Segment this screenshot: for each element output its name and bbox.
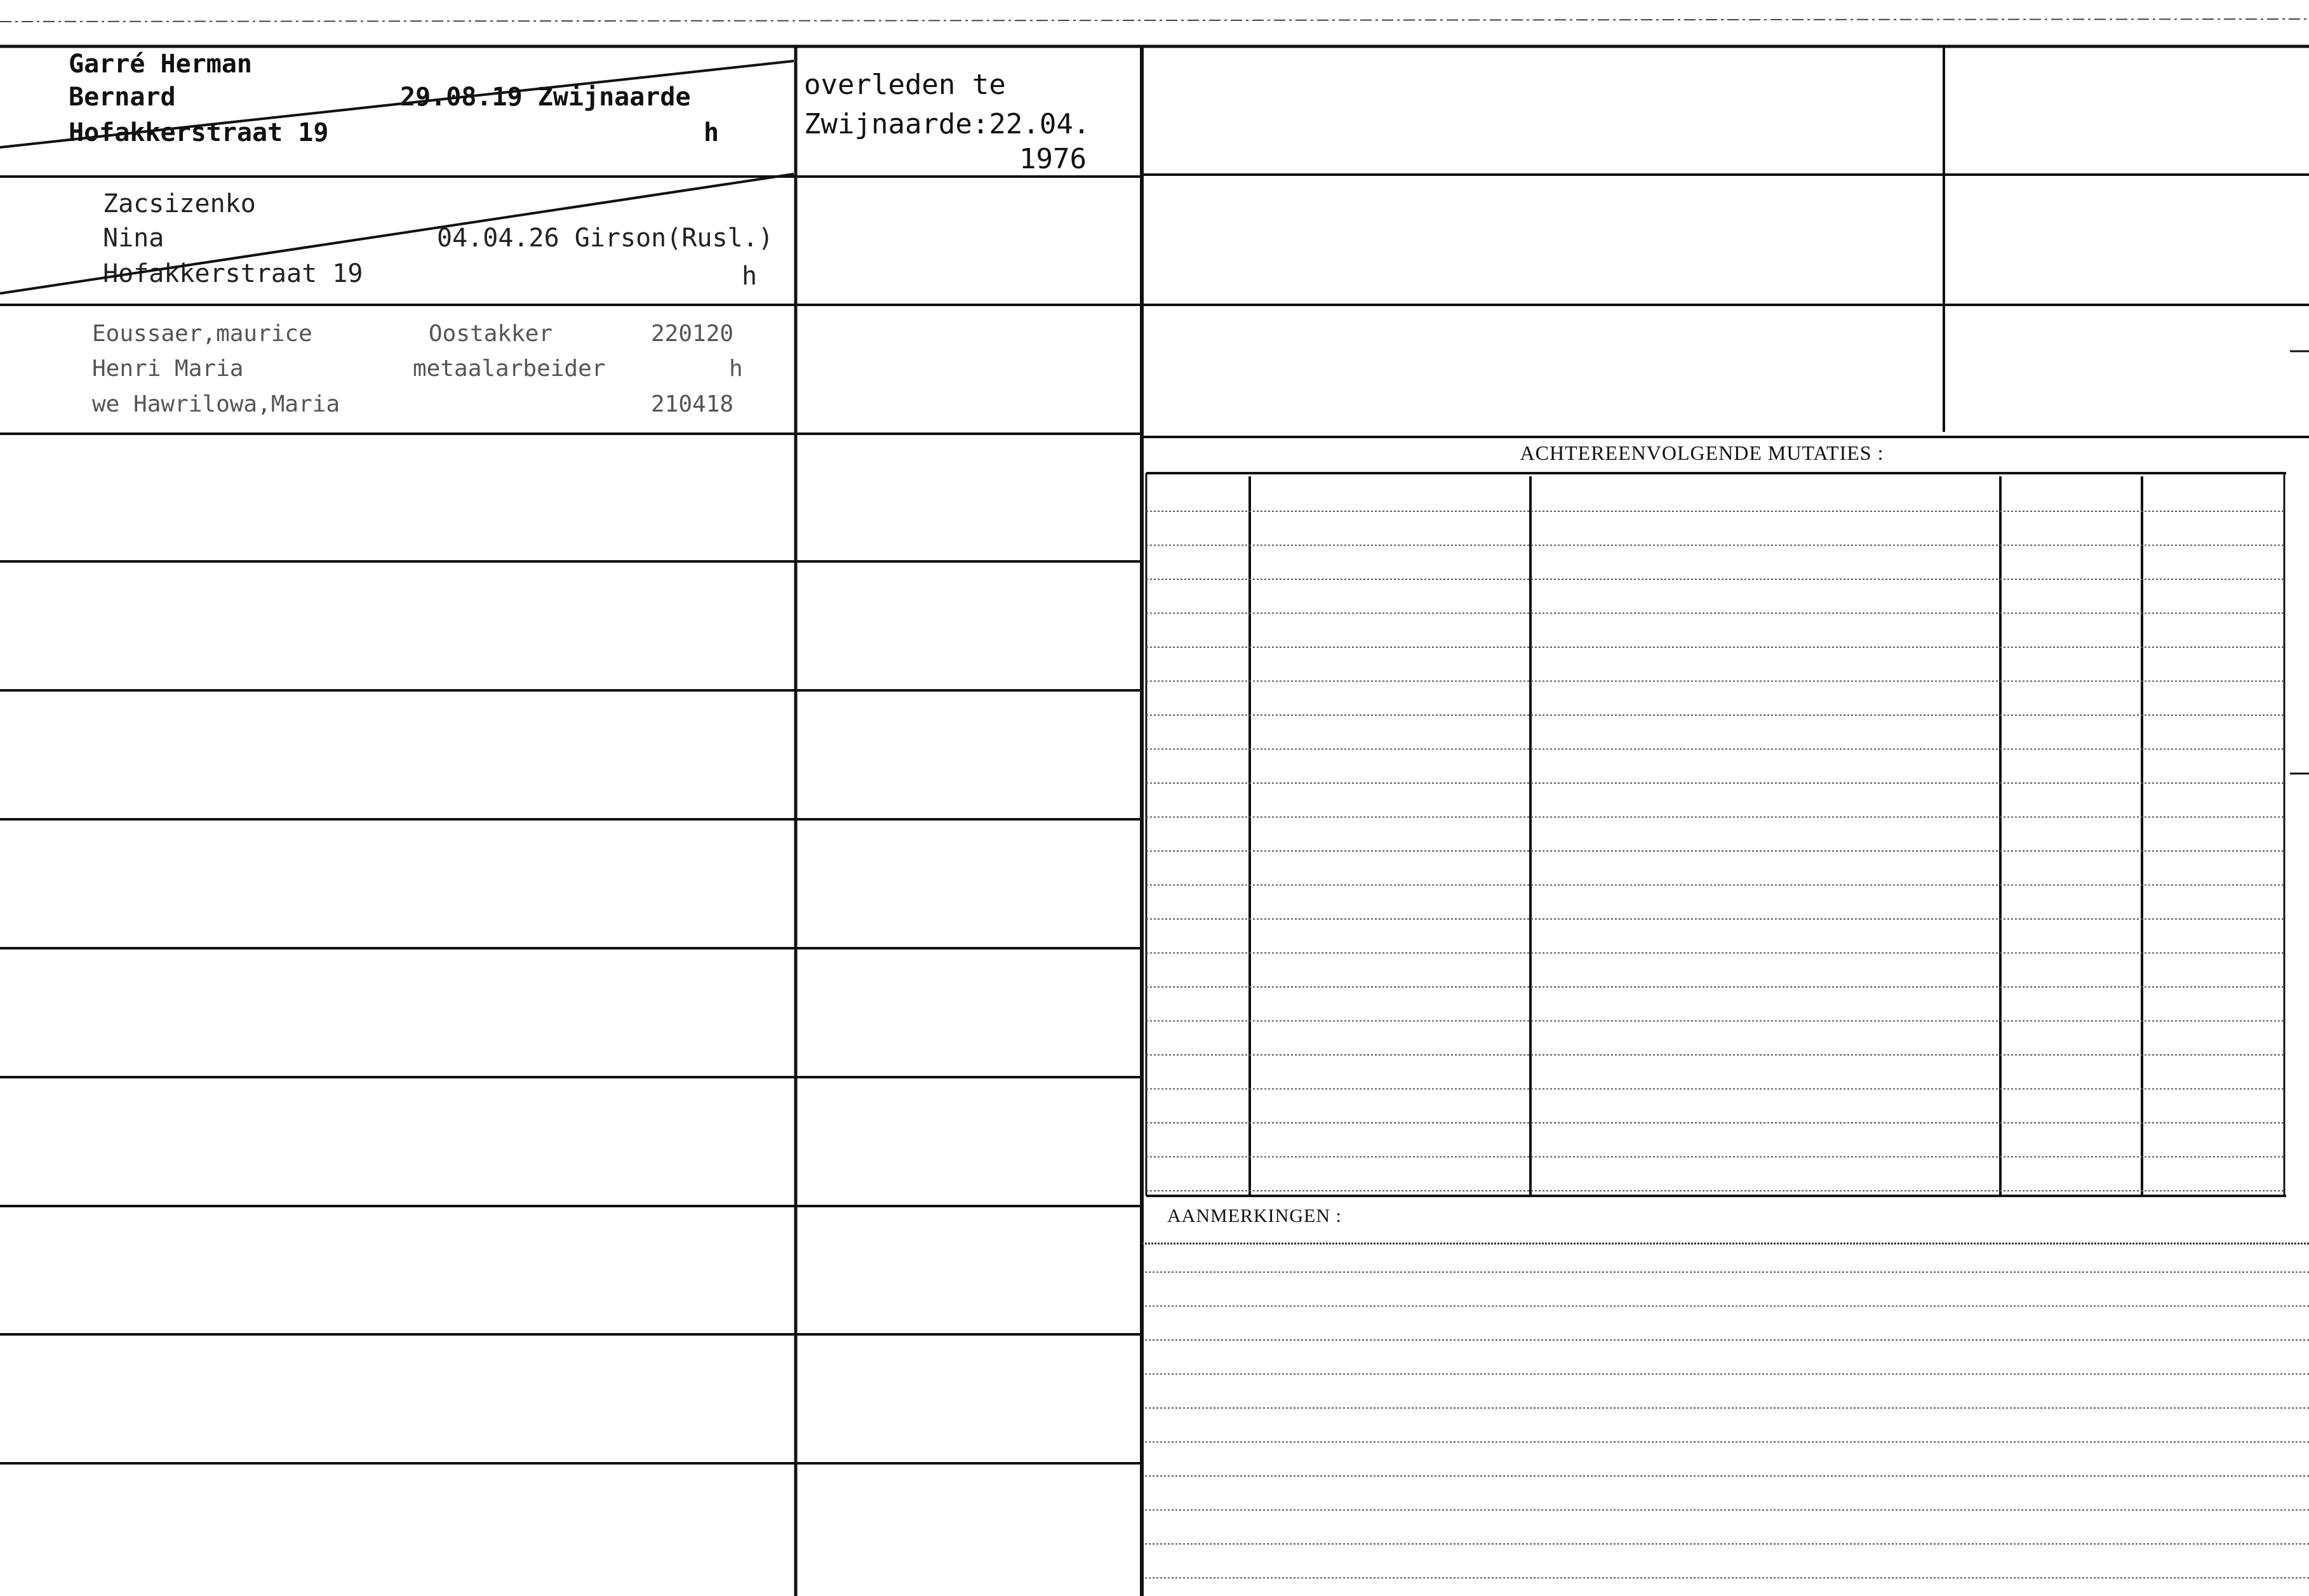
person-1-remark-line1: overleden te — [804, 69, 1006, 101]
person-1-address: Hofakkerstraat 19 — [69, 118, 329, 147]
person-2-second-name: Nina — [103, 224, 164, 253]
person-3-name-line3: we Hawrilowa,Maria — [92, 391, 340, 417]
person-2-name: Zacsizenko — [103, 189, 256, 218]
person-1-remark-line3: 1976 — [1019, 143, 1087, 175]
mutations-header: ACHTEREENVOLGENDE MUTATIES : — [1520, 441, 1884, 464]
person-3-name-line2: Henri Maria — [92, 356, 244, 382]
person-3-place: Oostakker — [429, 321, 553, 347]
person-2-address: Hofakkerstraat 19 — [103, 259, 363, 288]
person-1-birth: 29.08.19 Zwijnaarde — [400, 83, 691, 112]
person-3-name-line1: Eoussaer,maurice — [92, 321, 312, 347]
person-1-remark-line2: Zwijnaarde:22.04. — [804, 108, 1090, 140]
person-2-relation: h — [742, 262, 758, 291]
remarks-header: AANMERKINGEN : — [1167, 1205, 1342, 1226]
person-3-date1: 220120 — [651, 321, 734, 347]
person-1-second-name: Bernard — [69, 83, 176, 112]
person-3-relation: h — [729, 356, 743, 382]
person-3-occupation: metaalarbeider — [413, 356, 606, 382]
person-1-name: Garré Herman — [69, 50, 252, 79]
person-1-relation: h — [704, 118, 719, 147]
person-2-birth: 04.04.26 Girson(Rusl.) — [437, 224, 773, 253]
person-3-date2: 210418 — [651, 391, 734, 417]
